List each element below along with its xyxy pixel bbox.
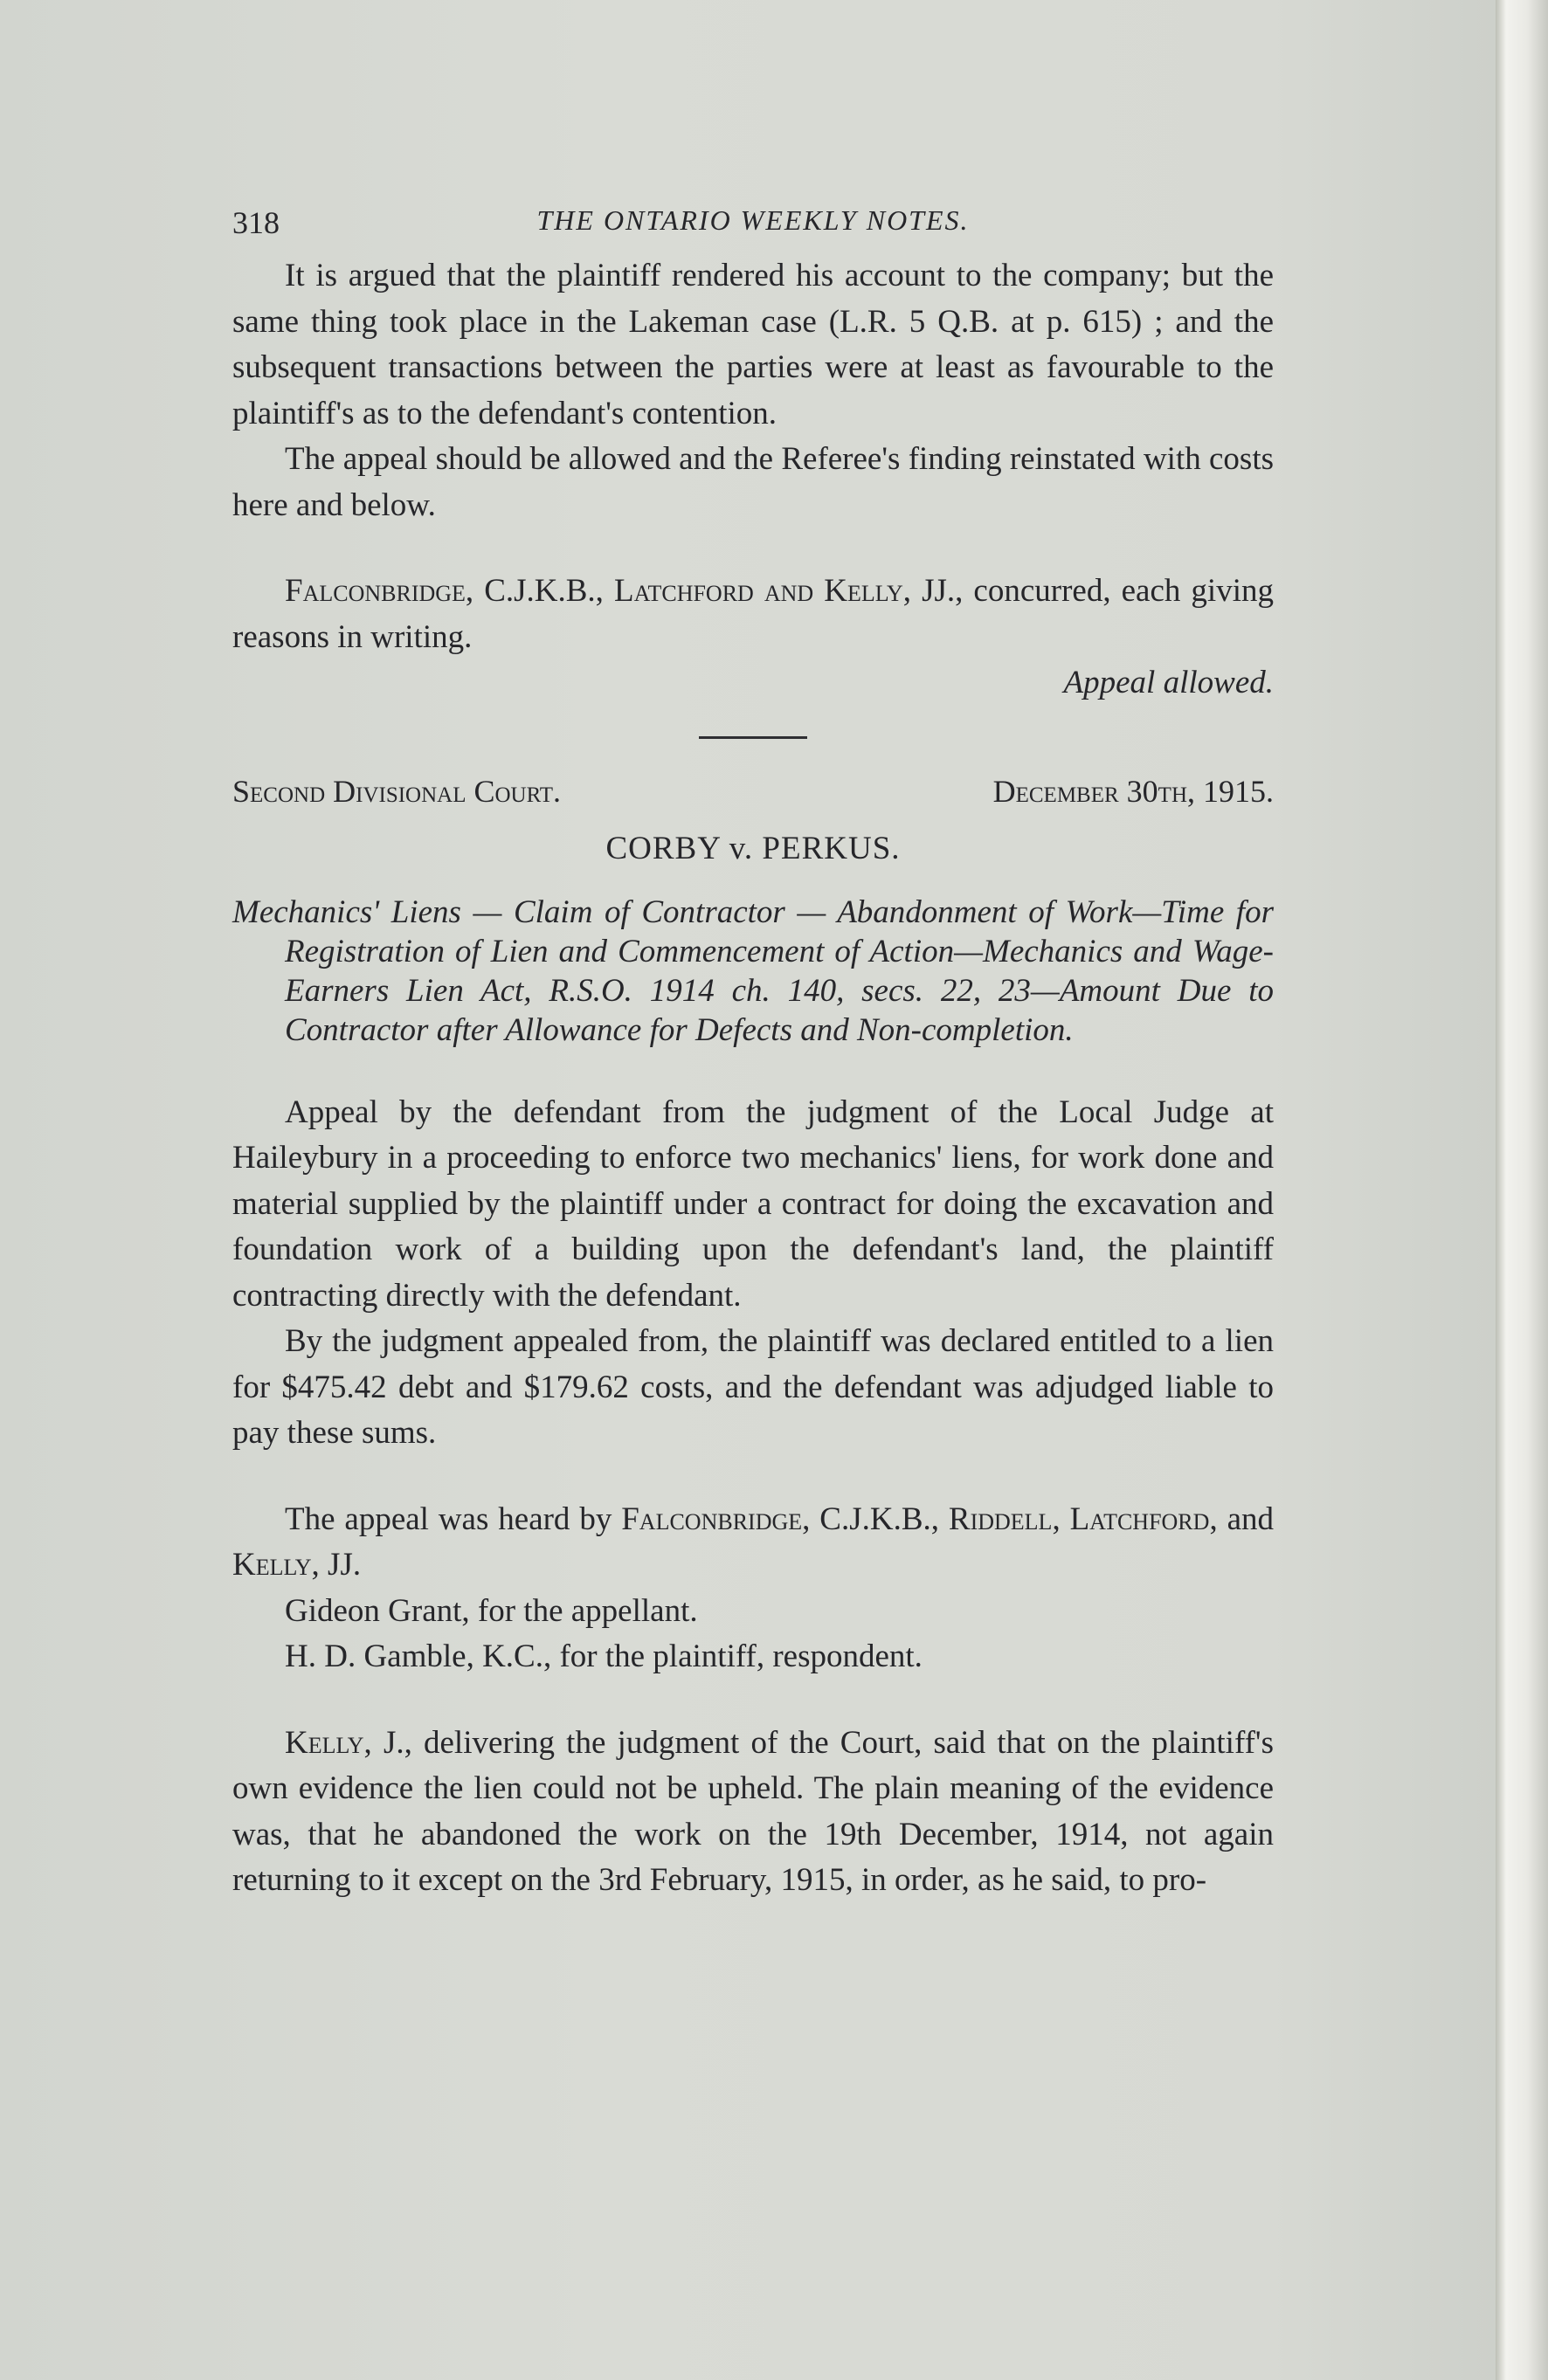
court-name: Second Divisional Court. — [232, 773, 562, 809]
decision-date: December 30th, 1915. — [992, 773, 1274, 809]
concurrence-paragraph — [232, 569, 1274, 660]
counsel-respondent: H. D. Gamble, K.C., for the plaintiff, respondent. — [285, 1638, 923, 1674]
case-title: CORBY v. PERKUS. — [605, 830, 901, 866]
book-spine-edge — [1496, 0, 1548, 2380]
case-paragraph-1: Appeal by the defendant from the judgment of the Local Judge at Haileybury in a proceeding to enforce two mechanics' liens, for work done and material supplied by the plaintiff under a contract for doing the excavation and foundation work of a building upon the defendant's land, the plaintiff contracting directly with the defendant. — [232, 1093, 1274, 1314]
page-number: 318 — [232, 205, 280, 240]
bench-text-d: , JJ. — [311, 1547, 362, 1583]
journal-title: THE ONTARIO WEEKLY NOTES. — [536, 204, 970, 236]
running-head — [232, 192, 1274, 253]
judge-latchford: Latchford — [1069, 1500, 1210, 1537]
concurring-judges: Falconbridge, C.J.K.B., Latchford and Kelly, JJ. — [285, 573, 956, 609]
concurrence-text: , concurred, each giving reasons in writing. — [232, 573, 1274, 655]
bench-intro: The appeal was heard by — [285, 1500, 622, 1537]
judgment-judge: Kelly — [285, 1724, 364, 1761]
section-divider — [699, 736, 807, 739]
case-result: Appeal allowed. — [1063, 665, 1274, 700]
counsel-appellant: Gideon Grant, for the appellant. — [285, 1592, 698, 1629]
judge-kelly: Kelly — [232, 1547, 312, 1583]
bench-paragraph — [232, 1497, 1274, 1589]
bench-text-a: , C.J.K.B., — [802, 1500, 949, 1537]
previous-case-paragraph-2: The appeal should be allowed and the Referee's finding reinstated with costs here and below. — [232, 441, 1274, 523]
judgment-paragraph — [232, 1721, 1274, 1904]
judge-riddell: Riddell — [948, 1500, 1053, 1537]
court-line — [232, 769, 1274, 814]
judgment-text: , J., delivering the judgment of the Court, said that on the plaintiff's own evidence the lien could not be upheld. The plain meaning of the evidence was, that he abandoned the work on the 19th December, 1914, not again returning to it except on the 3rd February, 1915, in order, as he said, to pro- — [232, 1724, 1274, 1898]
bench-text-c: , and — [1209, 1500, 1274, 1537]
previous-case-paragraph-1: It is argued that the plaintiff rendered his account to the company; but the same thing took place in the Lakeman case (L.R. 5 Q.B. at p. 615) ; and the subsequent transactions between the parties were at least as favourable to the plaintiff's as to the defendant's contention. — [232, 258, 1274, 431]
catchwords: Mechanics' Liens — Claim of Contractor — Abandonment of Work—Time for Registration of Lien and Commencement of Action—Mechanics and Wage-Earners Lien Act, R.S.O. 1914 ch. 140, secs. 22, 23—Amount Due to Contractor after Allowance for Defects and Non-completion. — [232, 893, 1274, 1048]
bench-text-b: , — [1052, 1500, 1070, 1537]
page-content — [232, 192, 1274, 1904]
case-paragraph-2: By the judgment appealed from, the plaintiff was declared entitled to a lien for $475.42 debt and $179.62 costs, and the defendant was adjudged liable to pay these sums. — [232, 1323, 1274, 1451]
judge-falconbridge: Falconbridge — [621, 1500, 803, 1537]
